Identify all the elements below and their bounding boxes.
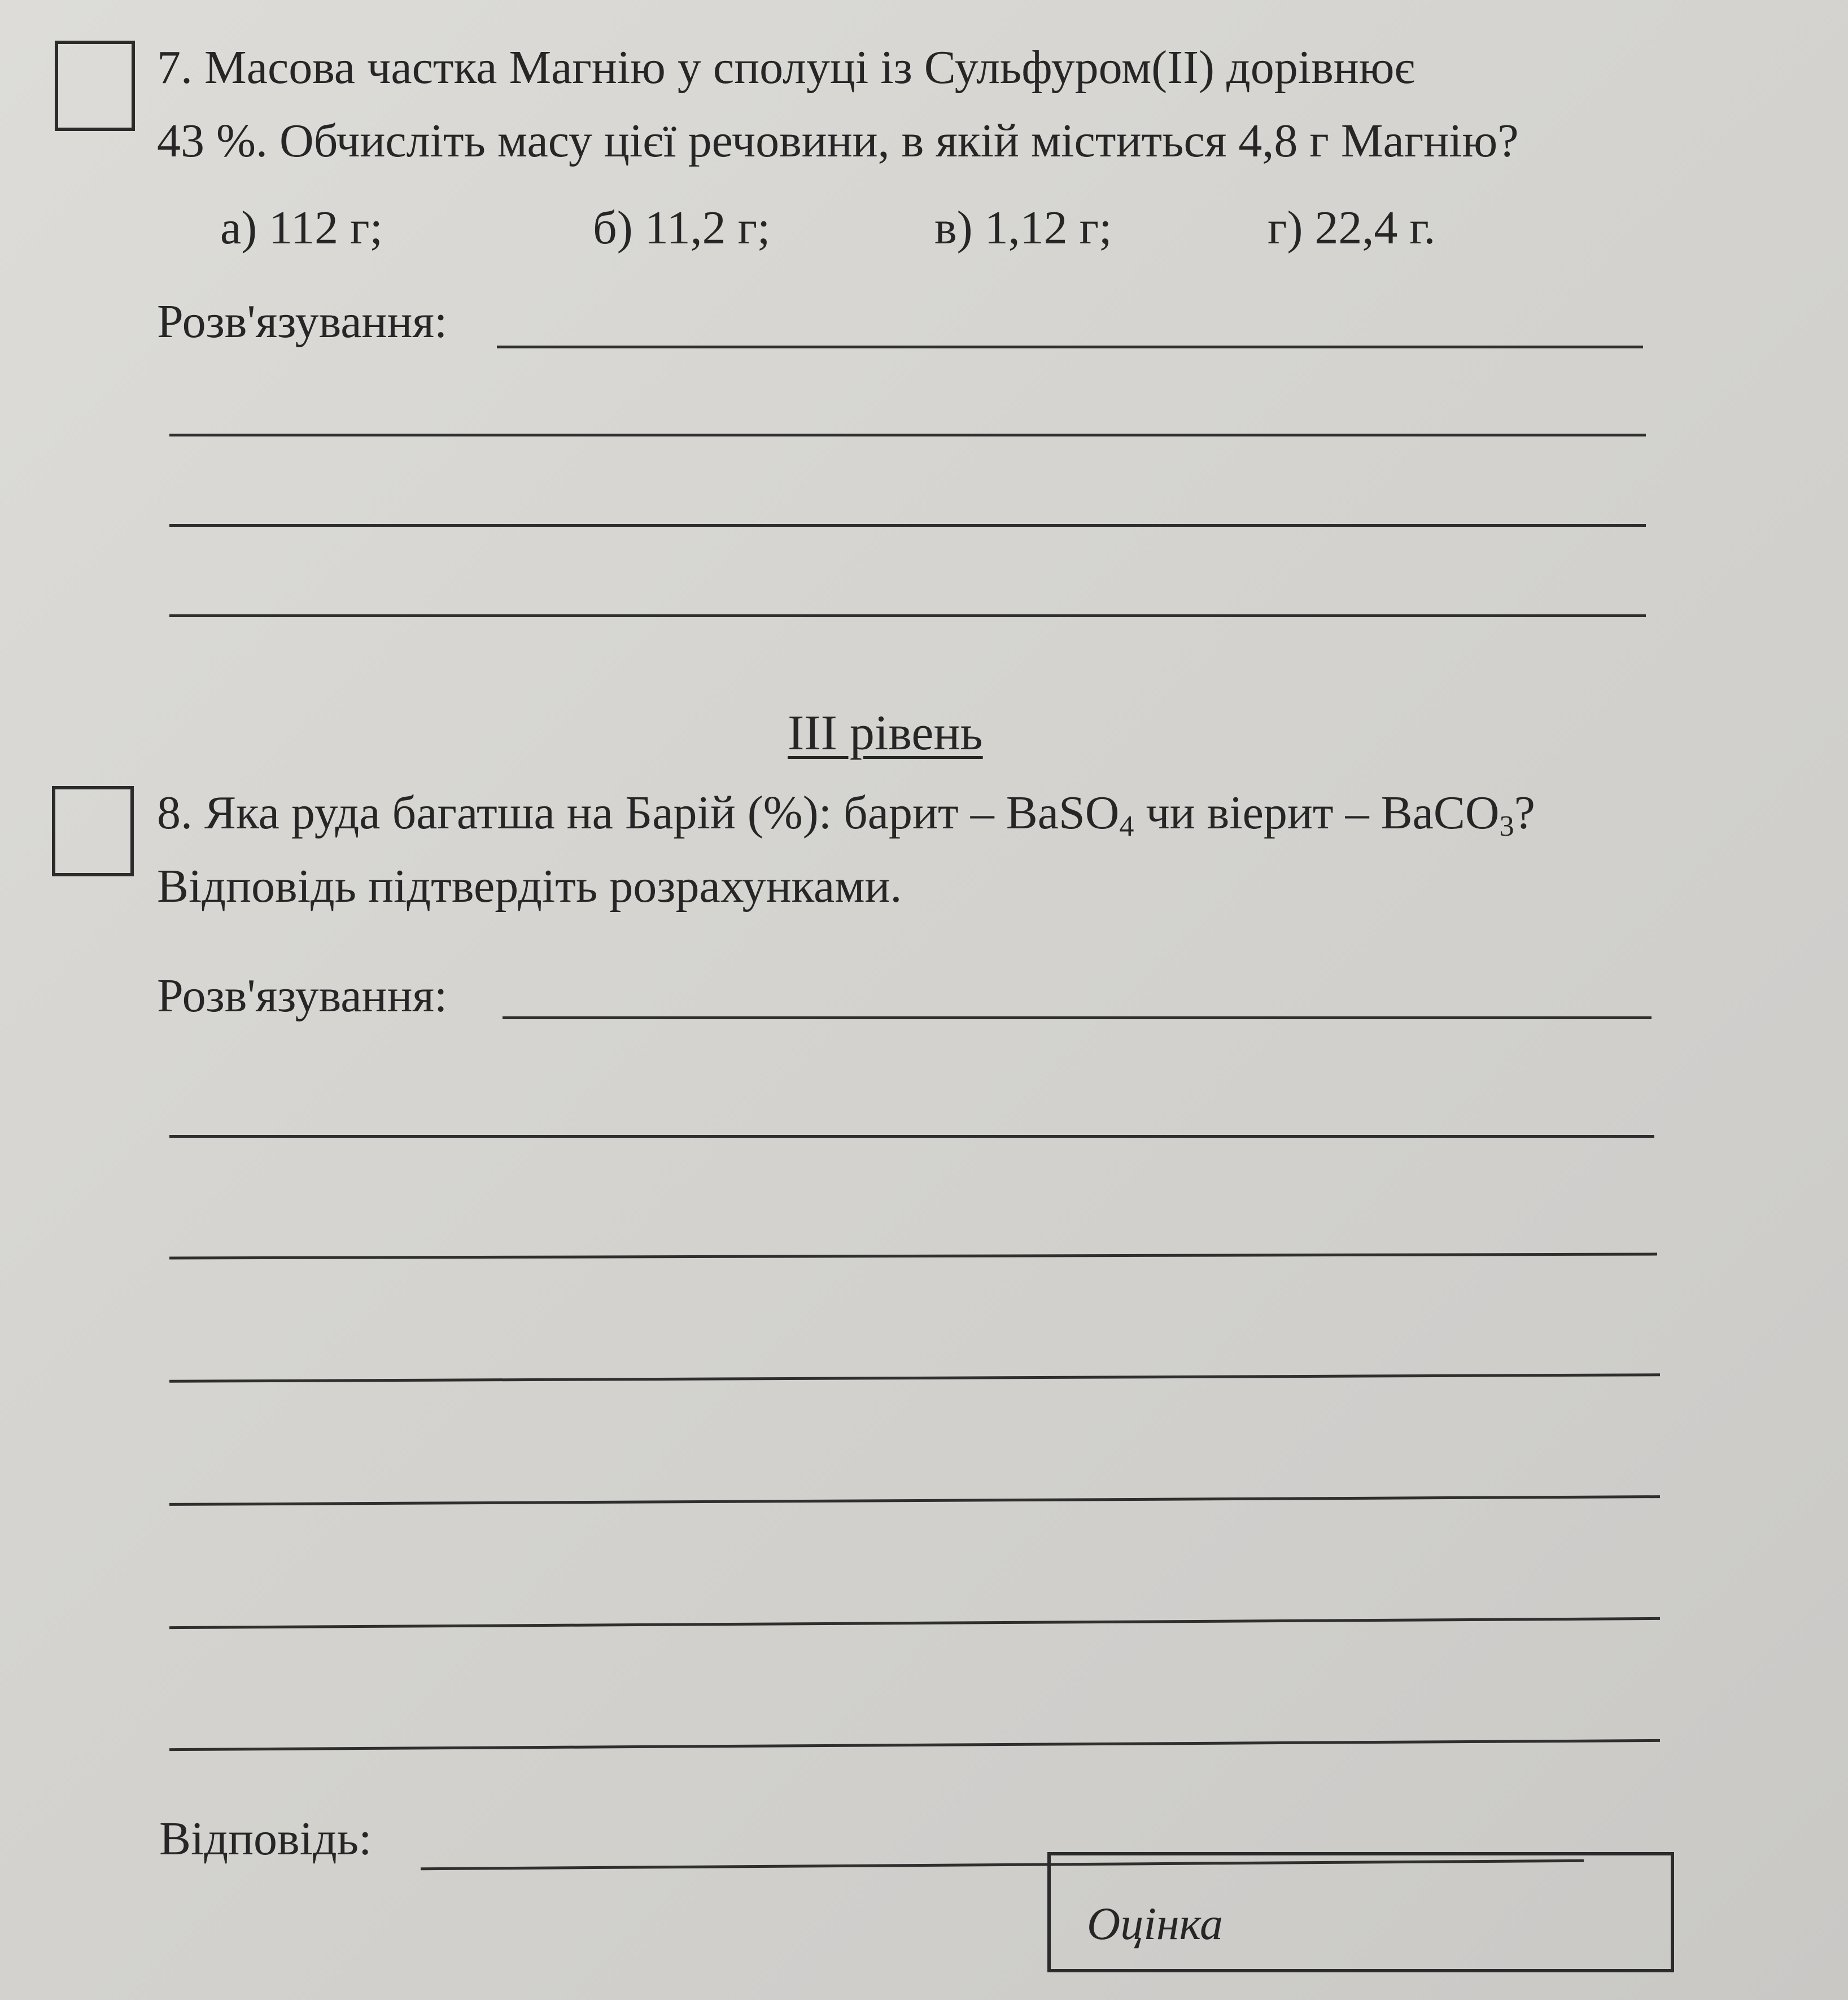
q7-text-line2: 43 %. Обчисліть масу цієї речовини, в якій міститься 4,8 г Магнію? <box>157 115 1519 167</box>
level3-heading: ІІІ рівень <box>788 706 983 761</box>
q8-text-line2: Відповідь підтвердіть розрахунками. <box>157 860 902 912</box>
q7-answer-line[interactable] <box>169 524 1646 527</box>
q8-answer-line[interactable] <box>503 1016 1652 1019</box>
q8-text-part1: 8. Яка руда багатша на Барій (%): барит – BaSO <box>157 787 1120 839</box>
q7-checkbox[interactable] <box>55 41 135 131</box>
q7-option-d[interactable]: г) 22,4 г. <box>1268 202 1436 254</box>
q7-solution-label: Розв'язування: <box>157 295 448 348</box>
q8-answer-line[interactable] <box>169 1739 1660 1751</box>
q7-option-c[interactable]: в) 1,12 г; <box>934 202 1112 254</box>
grade-label: Оцінка <box>1087 1898 1223 1949</box>
q8-checkbox[interactable] <box>52 786 134 876</box>
q8-answer-line[interactable] <box>169 1253 1657 1260</box>
q8-subscript-4: 4 <box>1119 810 1134 843</box>
q8-solution-label: Розв'язування: <box>157 970 448 1022</box>
q8-answer-line[interactable] <box>169 1495 1660 1506</box>
q8-subscript-3: 3 <box>1499 810 1514 843</box>
q7-text-line1: 7. Масова частка Магнію у сполуці із Сульфуром(ІІ) дорівнює <box>157 41 1415 94</box>
q8-answer-line[interactable] <box>169 1617 1660 1629</box>
q8-answer-line[interactable] <box>169 1135 1654 1138</box>
q7-answer-line[interactable] <box>169 614 1646 617</box>
q7-option-a[interactable]: а) 112 г; <box>220 202 383 254</box>
q8-text-line1 <box>157 787 1535 843</box>
q8-answer-label: Відповідь: <box>159 1813 372 1865</box>
q7-answer-line[interactable] <box>497 346 1643 348</box>
q7-answer-line[interactable] <box>169 434 1646 436</box>
q7-option-b[interactable]: б) 11,2 г; <box>593 202 771 254</box>
q8-text-part3: ? <box>1514 787 1535 839</box>
q8-answer-line[interactable] <box>169 1373 1660 1383</box>
q8-text-part2: чи віерит – BaCO <box>1134 787 1500 839</box>
